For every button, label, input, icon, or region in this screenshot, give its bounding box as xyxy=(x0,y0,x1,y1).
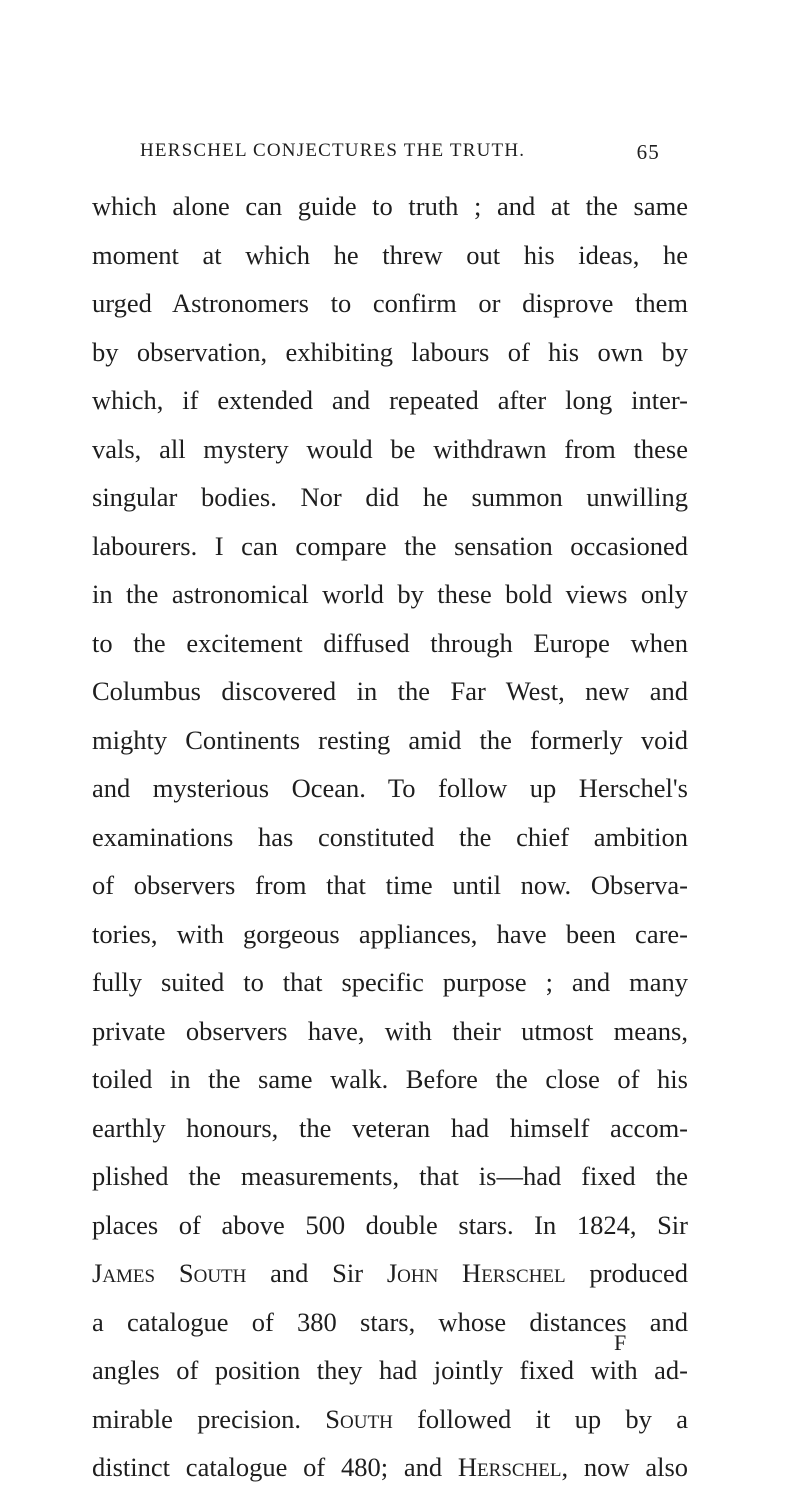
text-line: tories, with gorgeous appliances, have been care- xyxy=(92,918,688,949)
text-segment: and Sir xyxy=(246,1258,387,1288)
text-line: singular bodies. Nor did he summon unwilling xyxy=(92,482,688,512)
text-line: a catalogue of 380 stars, whose distances and xyxy=(92,1306,688,1337)
text-line: plished the measurements, that is—had fixed the xyxy=(92,1161,688,1191)
text-segment: followed it up by a xyxy=(392,1403,688,1434)
name-james-south: James South xyxy=(92,1258,247,1288)
text-line xyxy=(92,1443,688,1492)
text-line: vals, all mystery would be withdrawn from these xyxy=(92,433,688,464)
name-south: South xyxy=(325,1403,393,1434)
running-header xyxy=(140,140,660,170)
text-line: to the excitement diffused through Europe when xyxy=(92,627,688,658)
signature-mark: F xyxy=(614,1330,627,1355)
name-john-herschel: John Herschel xyxy=(386,1258,566,1288)
text-line: Columbus discovered in the Far West, new and xyxy=(92,676,688,706)
text-line: toiled in the same walk. Before the close of his xyxy=(92,1064,688,1094)
text-line: by observation, exhibiting labours of his own by xyxy=(92,336,688,367)
text-line: places of above 500 double stars. In 1824, Sir xyxy=(92,1209,688,1240)
text-line: fully suited to that specific purpose ; and many xyxy=(92,967,688,997)
body-text xyxy=(92,182,688,1492)
text-line: private observers have, with their utmost means, xyxy=(92,1015,688,1046)
text-line: which alone can guide to truth ; and at the same xyxy=(92,191,688,221)
header-title: HERSCHEL CONJECTURES THE TRUTH. xyxy=(140,140,526,161)
text-line xyxy=(92,1249,688,1298)
text-line: which, if extended and repeated after long inter- xyxy=(92,385,688,415)
text-line: urged Astronomers to confirm or disprove them xyxy=(92,288,688,318)
text-line: labourers. I can compare the sensation occasioned xyxy=(92,530,688,561)
text-segment: mirable precision. xyxy=(92,1403,326,1434)
text-line: and mysterious Ocean. To follow up Herschel's xyxy=(92,773,688,803)
text-segment: distinct catalogue of 480; and xyxy=(92,1452,458,1482)
text-line xyxy=(92,1395,688,1444)
text-line: earthly honours, the veteran had himself accom- xyxy=(92,1112,688,1143)
text-line: mighty Continents resting amid the formerly void xyxy=(92,724,688,755)
text-line: angles of position they had jointly fixed with ad- xyxy=(92,1355,688,1385)
text-line: moment at which he threw out his ideas, he xyxy=(92,239,688,270)
text-line: of observers from that time until now. Observa- xyxy=(92,870,688,900)
name-herschel: Herschel xyxy=(457,1452,562,1482)
page-number: 65 xyxy=(636,140,660,164)
text-segment: , now also xyxy=(561,1452,689,1482)
text-segment: produced xyxy=(565,1258,689,1288)
text-line: examinations has constituted the chief ambition xyxy=(92,821,688,852)
text-line: in the astronomical world by these bold views only xyxy=(92,579,688,609)
